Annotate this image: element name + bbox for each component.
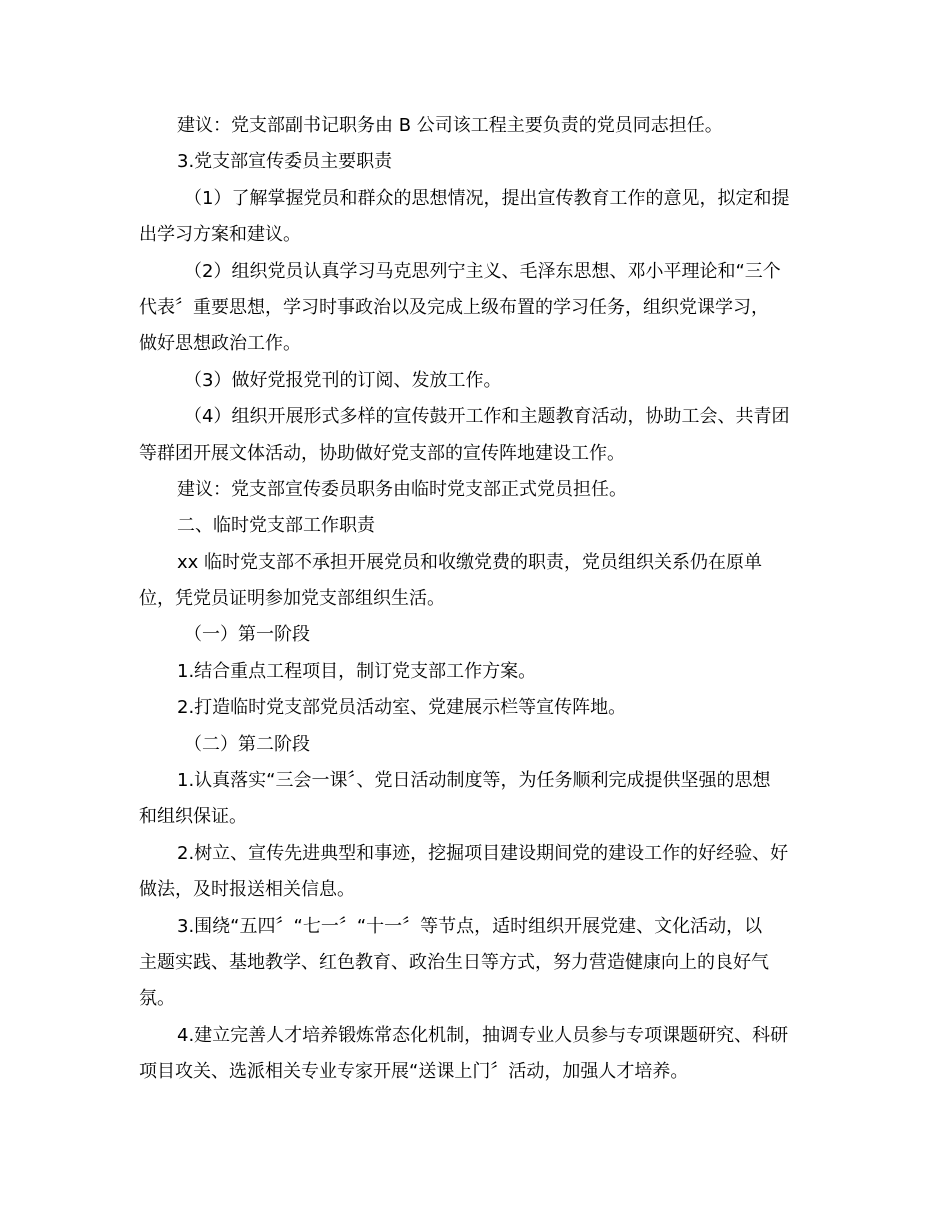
paragraph-line: （4）组织开展形式多样的宣传鼓开工作和主题教育活动，协助工会、共青团 bbox=[184, 406, 790, 428]
paragraph-line: 和组织保证。 bbox=[139, 806, 247, 828]
list-item: 2.打造临时党支部党员活动室、党建展示栏等宣传阵地。 bbox=[177, 697, 627, 719]
paragraph-line: 等群团开展文体活动，协助做好党支部的宣传阵地建设工作。 bbox=[139, 442, 625, 464]
document-body bbox=[139, 108, 815, 1091]
paragraph-line: 做好思想政治工作。 bbox=[139, 333, 301, 355]
paragraph-line: （1）了解掌握党员和群众的思想情况，提出宣传教育工作的意见，拟定和提 bbox=[184, 187, 790, 209]
list-item: 1.认真落实“三会一课〞、党日活动制度等，为任务顺利完成提供坚强的思想 bbox=[177, 770, 771, 792]
list-item: 3.围绕“五四〞“七一〞“十一〞等节点，适时组织开展党建、文化活动，以 bbox=[177, 915, 763, 937]
paragraph-line: 代表〞重要思想，学习时事政治以及完成上级布置的学习任务，组织党课学习， bbox=[139, 296, 769, 318]
paragraph-line: 主题实践、基地教学、红色教育、政治生日等方式，努力营造健康向上的良好气 bbox=[139, 951, 769, 973]
section-heading: 3.党支部宣传委员主要职责 bbox=[177, 151, 393, 173]
subsection-heading: （一）第一阶段 bbox=[184, 624, 310, 646]
paragraph-line: （2）组织党员认真学习马克思列宁主义、毛泽东思想、邓小平理论和“三个 bbox=[184, 260, 781, 282]
paragraph-line: 位，凭党员证明参加党支部组织生活。 bbox=[139, 588, 445, 610]
list-item: 4.建立完善人才培养锻炼常态化机制，抽调专业人员参与专项课题研究、科研 bbox=[177, 1024, 789, 1046]
paragraph-line: 出学习方案和建议。 bbox=[139, 224, 301, 246]
paragraph-line: 氛。 bbox=[139, 988, 175, 1010]
section-heading: 二、临时党支部工作职责 bbox=[177, 515, 375, 537]
paragraph-line: 做法，及时报送相关信息。 bbox=[139, 879, 355, 901]
paragraph-line: 项目攻关、选派相关专业专家开展“送课上门〞活动，加强人才培养。 bbox=[139, 1061, 689, 1083]
paragraph-line: xx 临时党支部不承担开展党员和收缴党费的职责，党员组织关系仍在原单 bbox=[177, 551, 763, 573]
paragraph-line: 建议：党支部宣传委员职务由临时党支部正式党员担任。 bbox=[177, 478, 627, 500]
subsection-heading: （二）第二阶段 bbox=[184, 733, 310, 755]
paragraph-line: （3）做好党报党刊的订阅、发放工作。 bbox=[184, 369, 502, 391]
paragraph-line: 建议：党支部副书记职务由 B 公司该工程主要负责的党员同志担任。 bbox=[177, 115, 723, 136]
list-item: 2.树立、宣传先进典型和事迹，挖掘项目建设期间党的建设工作的好经验、好 bbox=[177, 842, 789, 864]
list-item: 1.结合重点工程项目，制订党支部工作方案。 bbox=[177, 660, 537, 682]
